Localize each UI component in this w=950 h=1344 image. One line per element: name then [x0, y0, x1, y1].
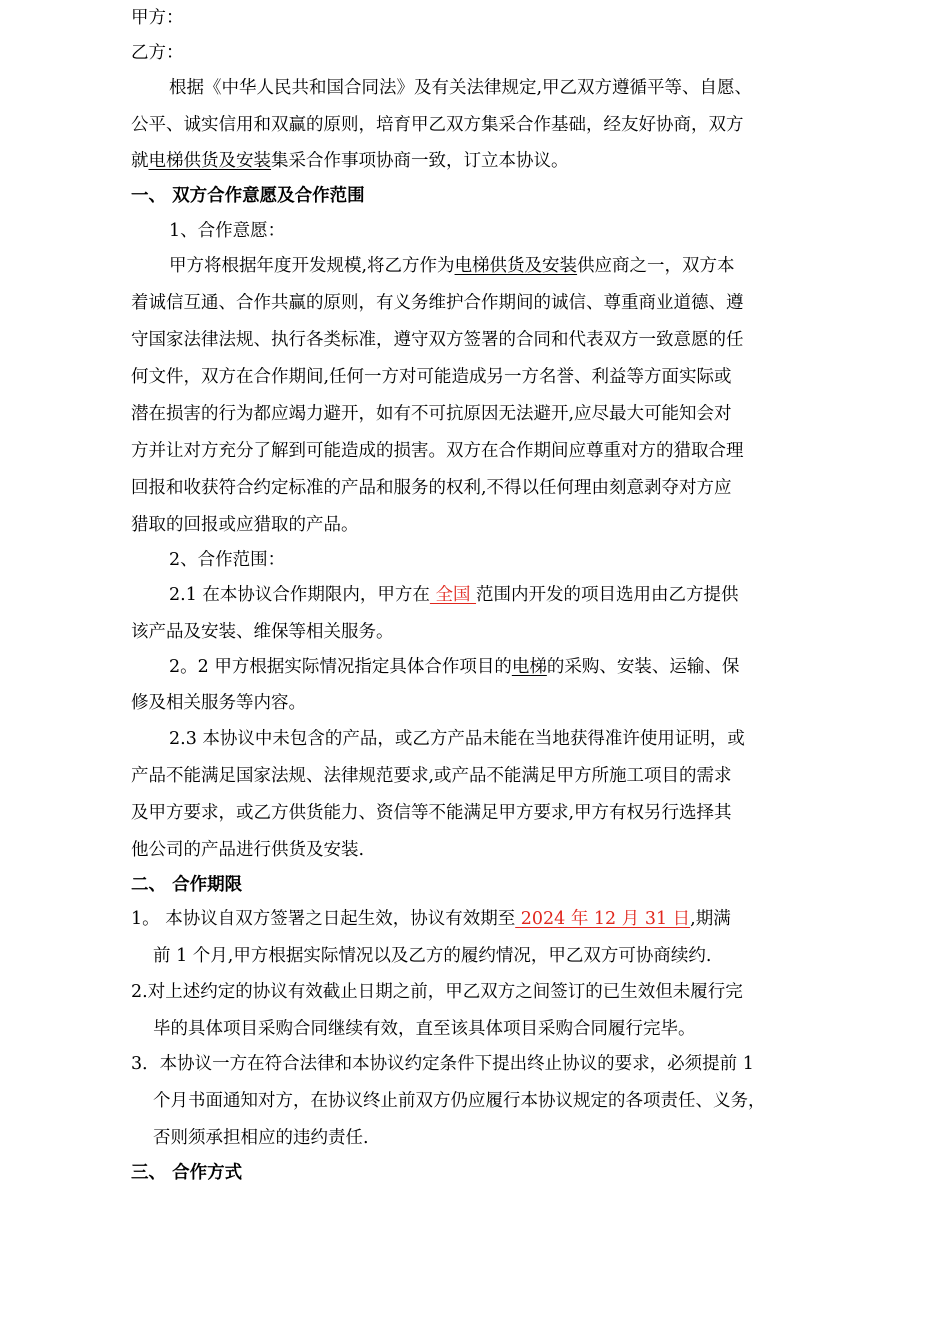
section-2-heading: 二、 合作期限 [131, 875, 243, 895]
scope-region: 全国 [429, 585, 477, 605]
party-a-label: 甲方： [131, 8, 184, 28]
party-b-label: 乙方： [131, 43, 184, 63]
cooperation-scope-heading: 2、合作范围： [169, 550, 286, 570]
product-name: 电梯供货及安装 [148, 151, 271, 171]
section-1-heading: 一、 双方合作意愿及合作范围 [131, 186, 365, 206]
cooperation-intent-heading: 1、合作意愿： [169, 221, 286, 241]
product-name: 电梯供货及安装 [454, 256, 578, 276]
product-name: 电梯 [511, 657, 547, 677]
section-3-heading: 三、 合作方式 [131, 1163, 243, 1183]
expiry-date: 2024 年 12 月 31 日 [515, 909, 691, 929]
